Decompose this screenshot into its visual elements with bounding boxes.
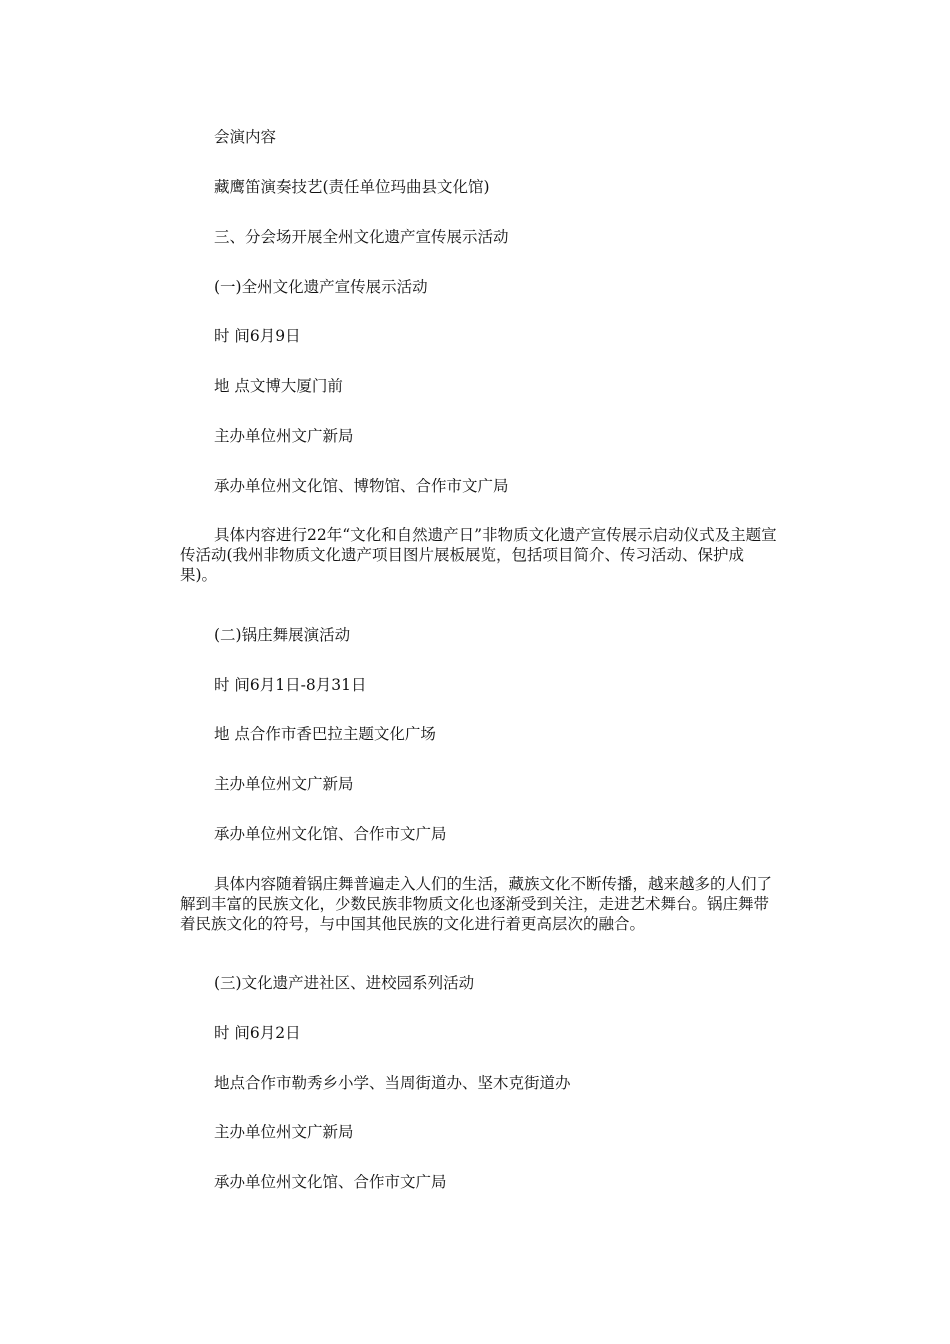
text-line: 承办单位州文化馆、博物馆、合作市文广局 (214, 477, 509, 495)
text-line: 承办单位州文化馆、合作市文广局 (214, 825, 447, 843)
section-heading: 三、分会场开展全州文化遗产宣传展示活动 (214, 228, 509, 246)
text-line: 主办单位州文广新局 (214, 775, 354, 793)
text-line: 时 间6月9日 (214, 327, 301, 345)
text-line: 地点合作市勒秀乡小学、当周街道办、坚木克街道办 (214, 1074, 571, 1092)
paragraph: 具体内容随着锅庄舞普遍走入人们的生活，藏族文化不断传播，越来越多的人们了解到丰富的民族文化，少数民族非物质文化也逐渐受到关注，走进艺术舞台。锅庄舞带着民族文化的符号，与中国其他民族的文化进行着更高层次的融合。 (180, 875, 773, 933)
text-line: 会演内容 (214, 128, 277, 146)
text-line: 时 间6月1日-8月31日 (214, 676, 367, 694)
subsection-heading: (二)锅庄舞展演活动 (214, 626, 351, 644)
text-line: 主办单位州文广新局 (214, 427, 354, 445)
text-line: 主办单位州文广新局 (214, 1123, 354, 1141)
subsection-heading: (一)全州文化遗产宣传展示活动 (214, 278, 428, 296)
text-line: 地 点合作市香巴拉主题文化广场 (214, 725, 436, 743)
text-line: 承办单位州文化馆、合作市文广局 (214, 1173, 447, 1191)
subsection-heading: (三)文化遗产进社区、进校园系列活动 (214, 974, 475, 992)
text-line: 时 间6月2日 (214, 1024, 301, 1042)
paragraph: 具体内容进行22年“文化和自然遗产日”非物质文化遗产宣传展示启动仪式及主题宣传活动(我州非物质文化遗产项目图片展板展览，包括项目简介、传习活动、保护成果)。 (180, 526, 777, 584)
text-line: 藏鹰笛演奏技艺(责任单位玛曲县文化馆) (214, 178, 490, 196)
text-line: 地 点文博大厦门前 (214, 377, 343, 395)
